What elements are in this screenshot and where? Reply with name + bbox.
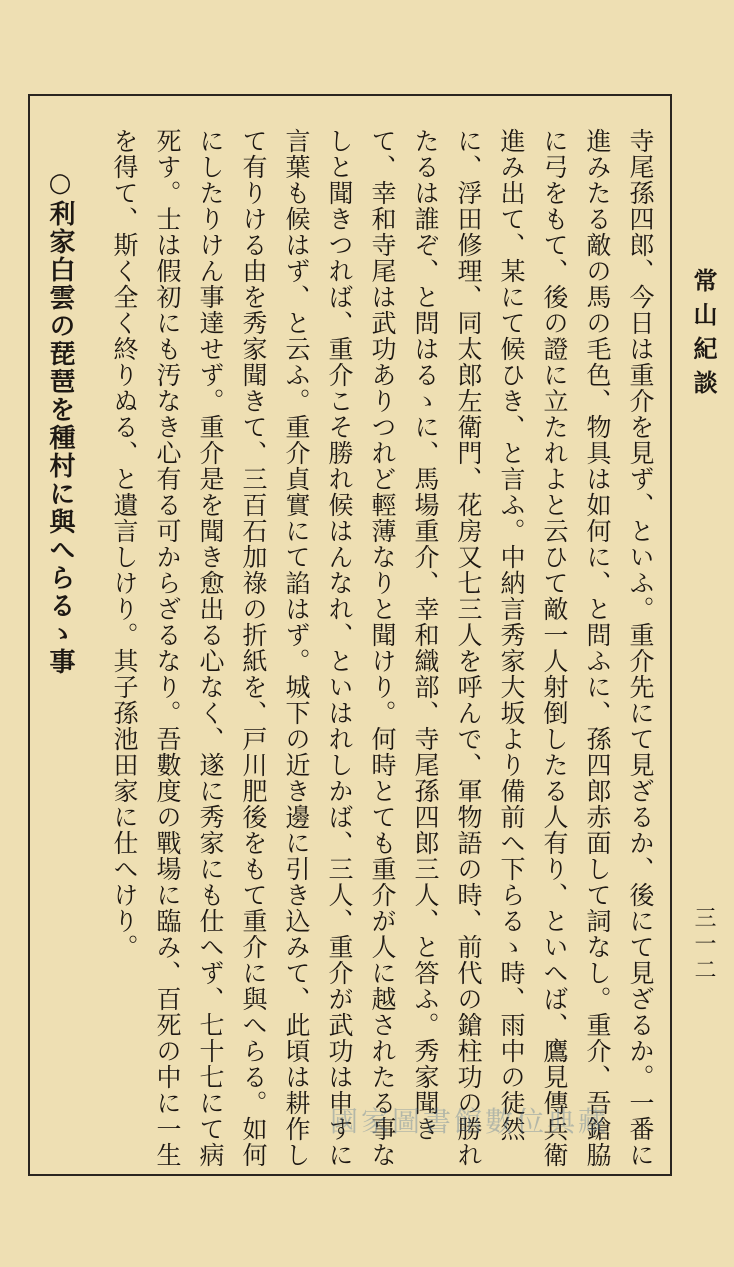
section-heading: ○利家白雲の琵琶を種村に與へらるゝ事	[45, 168, 75, 676]
running-title: 常山紀談	[689, 268, 718, 404]
library-watermark: 國家圖書館數位典藏	[330, 1105, 610, 1138]
body-paragraph: 寺尾孫四郎、今日は重介を見ず、といふ。重介先にて見ざるか、後にて見ざるか。一番に進みたる敵の馬の毛色、物具は如何に、と問ふに、孫四郎赤面して詞なし。重介、吾鎗脇に弓をもて、後の證に立たれよと云ひて敵一人射倒したる人有り、といへば、鷹見傳兵衛進み出て、某にて候ひき、と言ふ。中納言秀家大坂より備前へ下らるゝ時、雨中の徒然に、浮田修理、同太郎左衛門、花房又七三人を呼んで、軍物語の時、前代の鎗柱功の勝れたるは誰ぞ、と問はるゝに、馬場重介、幸和織部、寺尾孫四郎三人、と答ふ。秀家聞きて、幸和寺尾は武功ありつれど輕薄なりと聞けり。何時とても重介が人に越されたる事なしと聞きつれば、重介こそ勝れ候はんなれ、といはれしかば、三人、重介が武功は申すに言葉も候はず、と云ふ。重介貞實にて諂はず。城下の近き邊に引き込みて、此頃は耕作して有りける由を秀家聞きて、三百石加祿の折紙を、戸川肥後をもて重介に與へらる。如何にしたりけん事達せず。重介是を聞き愈出る心なく、遂に秀家にも仕へず、七十七にて病死す。士は假初にも汚なき心有る可からざるなり。吾數度の戰場に臨み、百死の中に一生を得て、斯く全く終りぬる、と遺言しけり。其子孫池田家に仕へけり。	[110, 128, 655, 1168]
vertical-text-body	[45, 128, 662, 1168]
page-number: 三一二	[691, 906, 716, 984]
